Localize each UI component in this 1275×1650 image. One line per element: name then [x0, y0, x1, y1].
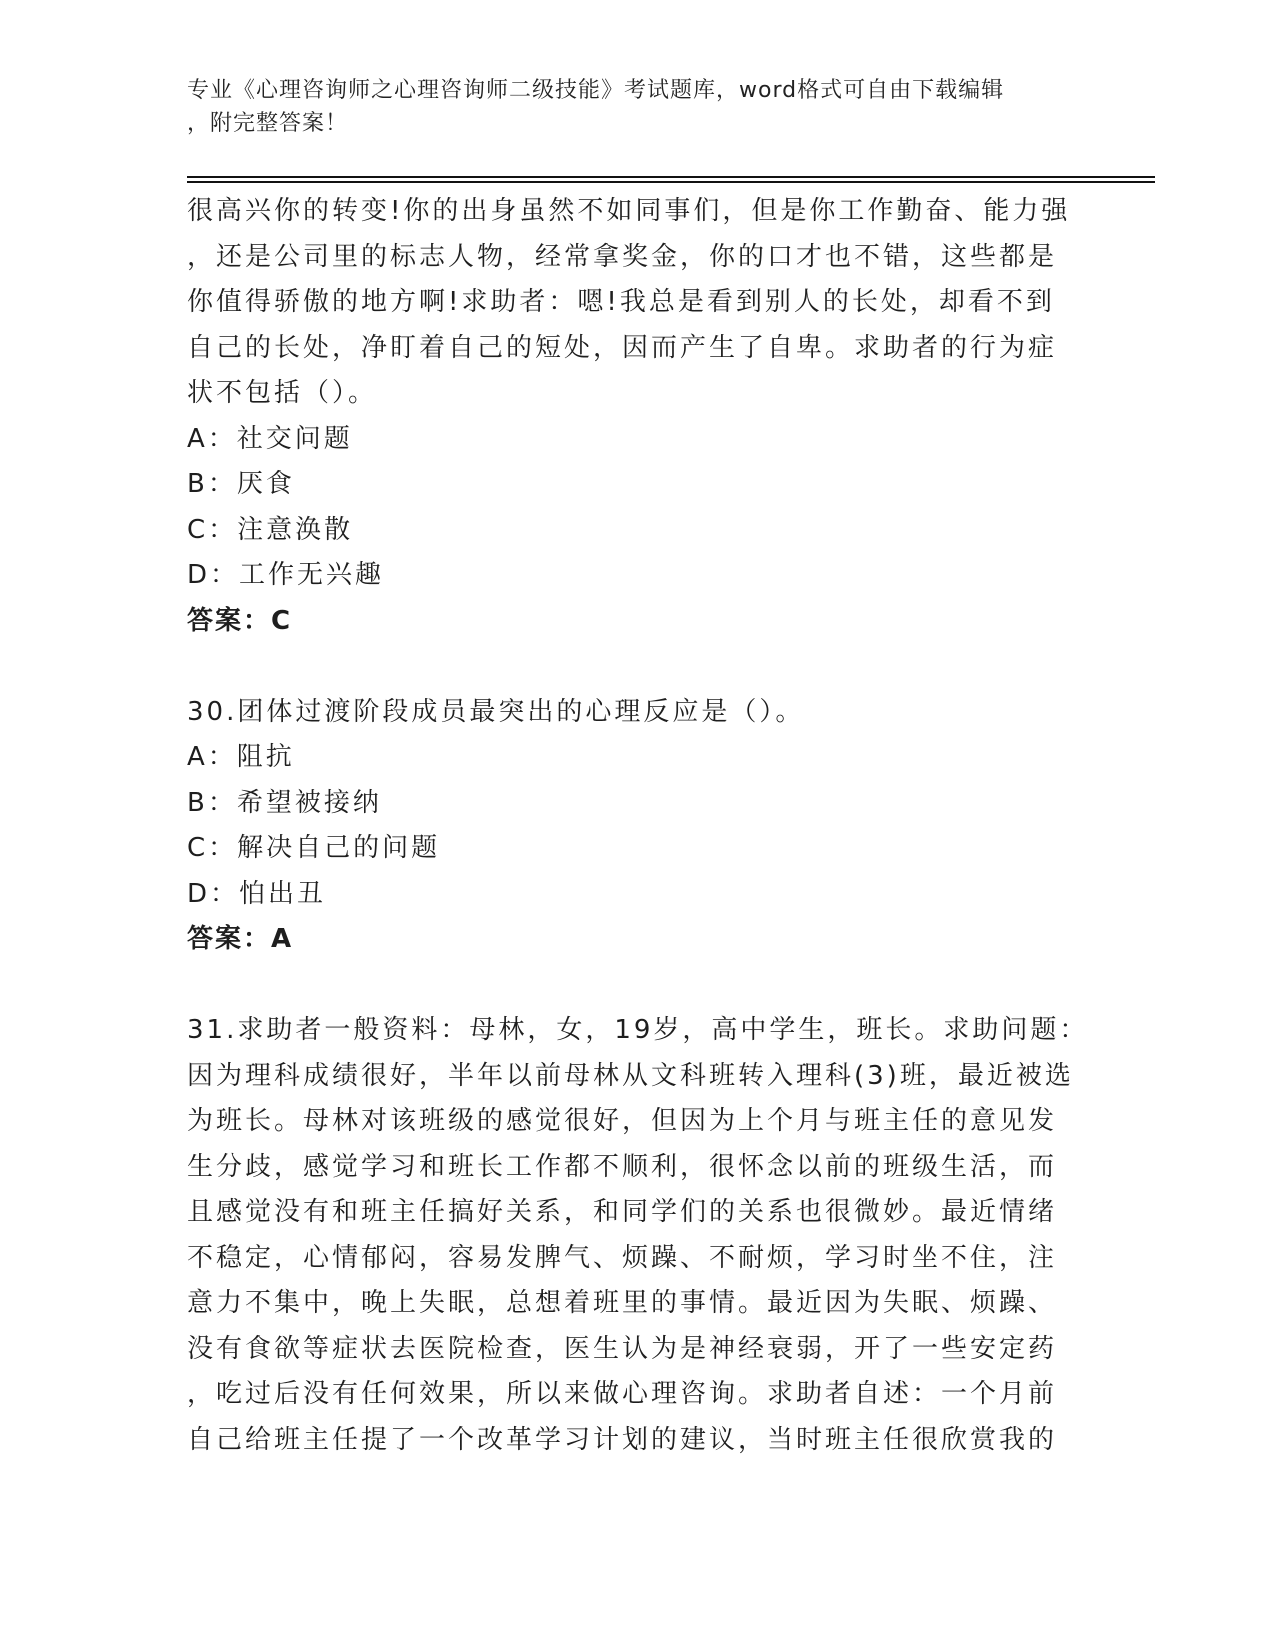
question-text-line: ，还是公司里的标志人物，经常拿奖金，你的口才也不错，这些都是: [187, 241, 1058, 272]
header-title-line-1: 专业《心理咨询师之心理咨询师二级技能》考试题库，word格式可自由下载编辑: [187, 78, 1005, 103]
question-text-line: 很高兴你的转变!你的出身虽然不如同事们，但是你工作勤奋、能力强: [187, 196, 1071, 226]
question-text-line: 为班长。母林对该班级的感觉很好，但因为上个月与班主任的意见发: [187, 1106, 1058, 1136]
spacer: [187, 963, 1087, 1009]
option-a: A：社交问题: [187, 423, 353, 454]
question-text-line: 自己的长处，净盯着自己的短处，因而产生了自卑。求助者的行为症: [187, 332, 1058, 363]
question-text-line: 不稳定，心情郁闷，容易发脾气、烦躁、不耐烦，学习时坐不住，注: [187, 1242, 1058, 1273]
question-text-line: 状不包括（）。: [187, 378, 378, 408]
question-text-line: 因为理科成绩很好，半年以前母林从文科班转入理科(3)班，最近被选: [187, 1060, 1074, 1091]
page-header: [187, 74, 1067, 140]
question-text-line: 自己给班主任提了一个改革学习计划的建议，当时班主任很欣赏我的: [187, 1424, 1058, 1455]
question-text-line: 意力不集中，晚上失眠，总想着班里的事情。最近因为失眠、烦躁、: [187, 1288, 1058, 1318]
question-29: [187, 189, 1087, 644]
question-31: [187, 1008, 1087, 1463]
option-b: B：厌食: [187, 469, 295, 499]
header-divider-top: [187, 176, 1155, 178]
option-d: D：工作无兴趣: [187, 560, 385, 590]
question-text-line: 生分歧，感觉学习和班长工作都不顺利，很怀念以前的班级生活，而: [187, 1151, 1058, 1182]
answer-label: 答案：A: [187, 924, 294, 954]
spacer: [187, 644, 1087, 690]
question-30: [187, 690, 1087, 963]
question-text-line: 没有食欲等症状去医院检查，医生认为是神经衰弱，开了一些安定药: [187, 1333, 1058, 1364]
question-text-line: 你值得骄傲的地方啊!求助者：嗯!我总是看到别人的长处，却看不到: [187, 287, 1055, 317]
question-text-line: 31.求助者一般资料：母林，女，19岁，高中学生，班长。求助问题：: [187, 1015, 1089, 1045]
option-a: A：阻抗: [187, 742, 295, 772]
answer-label: 答案：C: [187, 605, 293, 636]
header-title-line-2: ，附完整答案！: [187, 111, 349, 136]
question-text-line: 30.团体过渡阶段成员最突出的心理反应是（）。: [187, 696, 805, 727]
header-divider-bottom: [187, 181, 1155, 183]
document-body: [187, 189, 1087, 1463]
option-b: B：希望被接纳: [187, 787, 382, 818]
question-text-line: ，吃过后没有任何效果，所以来做心理咨询。求助者自述：一个月前: [187, 1379, 1058, 1409]
question-text-line: 且感觉没有和班主任搞好关系，和同学们的关系也很微妙。最近情绪: [187, 1197, 1058, 1227]
option-c: C：注意涣散: [187, 514, 354, 545]
option-d: D：怕出丑: [187, 878, 327, 909]
option-c: C：解决自己的问题: [187, 833, 441, 863]
